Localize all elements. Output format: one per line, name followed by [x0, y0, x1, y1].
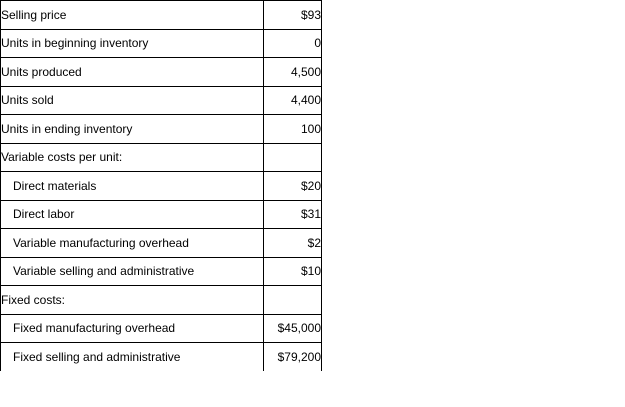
table-row — [1, 143, 322, 172]
table-row — [1, 115, 322, 144]
row-label: Units in beginning inventory — [1, 29, 264, 58]
row-label: Variable manufacturing overhead — [1, 229, 264, 258]
row-label: Selling price — [1, 1, 264, 30]
row-value — [264, 286, 322, 315]
row-value: $31 — [264, 200, 322, 229]
row-label: Direct materials — [1, 172, 264, 201]
row-value: $20 — [264, 172, 322, 201]
row-value: 0 — [264, 29, 322, 58]
table-row — [1, 314, 322, 343]
row-label: Variable selling and administrative — [1, 257, 264, 286]
row-value: $10 — [264, 257, 322, 286]
table-row — [1, 29, 322, 58]
row-value — [264, 143, 322, 172]
row-label: Fixed manufacturing overhead — [1, 314, 264, 343]
row-value: $2 — [264, 229, 322, 258]
table-row — [1, 58, 322, 87]
section-heading: Variable costs per unit: — [1, 143, 264, 172]
table-row — [1, 200, 322, 229]
table-row — [1, 86, 322, 115]
row-label: Fixed selling and administrative — [1, 343, 264, 371]
row-label: Direct labor — [1, 200, 264, 229]
table-row — [1, 229, 322, 258]
row-value: 4,400 — [264, 86, 322, 115]
cost-data-table — [0, 0, 322, 371]
row-value: $79,200 — [264, 343, 322, 371]
row-value: 4,500 — [264, 58, 322, 87]
table-row — [1, 172, 322, 201]
row-label: Units produced — [1, 58, 264, 87]
row-value: $45,000 — [264, 314, 322, 343]
row-value: $93 — [264, 1, 322, 30]
row-label: Units sold — [1, 86, 264, 115]
table-row — [1, 343, 322, 371]
row-label: Units in ending inventory — [1, 115, 264, 144]
section-heading: Fixed costs: — [1, 286, 264, 315]
table-row — [1, 257, 322, 286]
table-row — [1, 1, 322, 30]
table-row — [1, 286, 322, 315]
row-value: 100 — [264, 115, 322, 144]
